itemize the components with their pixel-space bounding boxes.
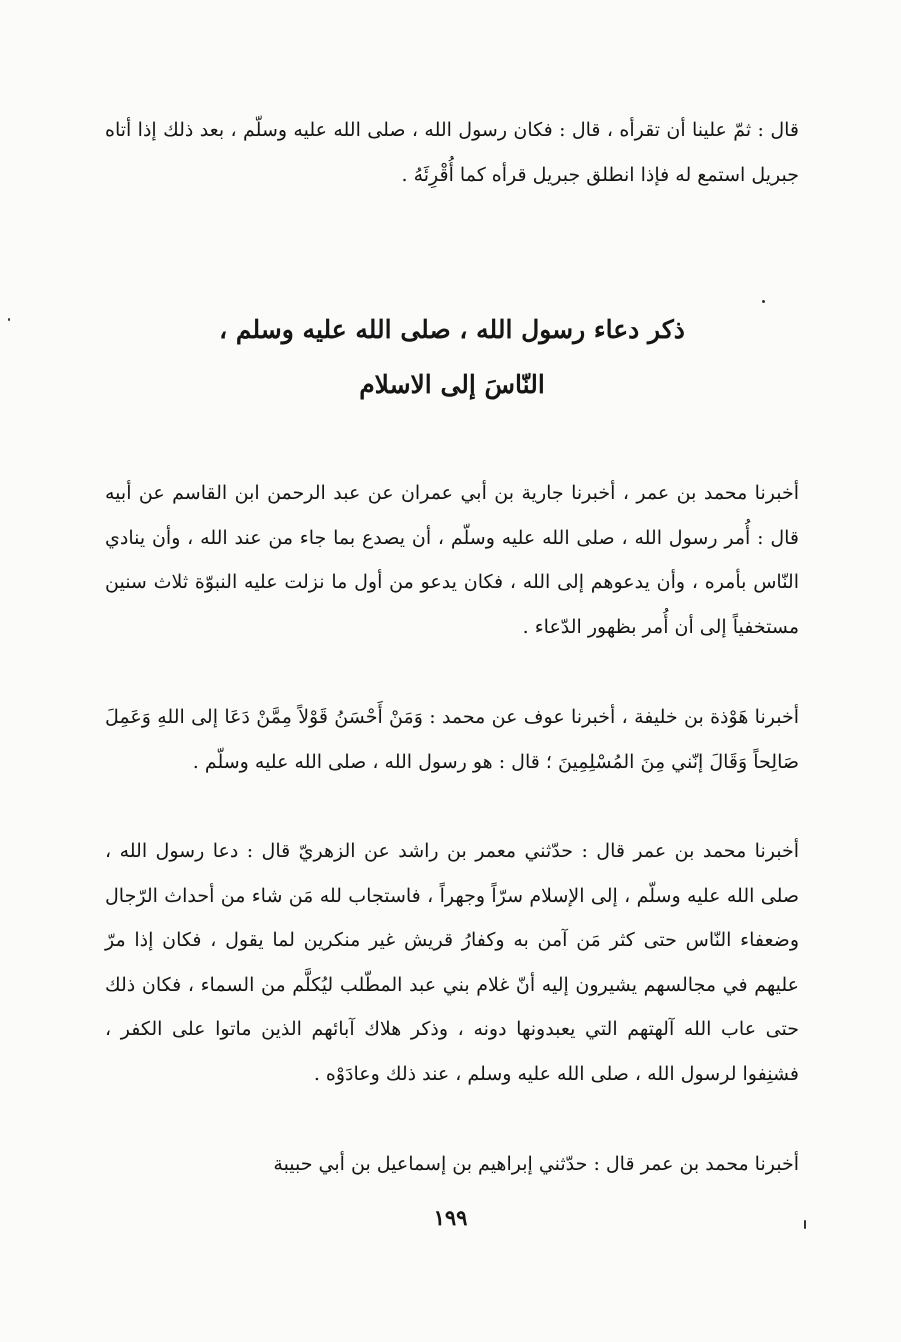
paragraph-2: أخبرنا هَوْذة بن خليفة ، أخبرنا عوف عن محمد : وَمَنْ أَحْسَنُ قَوْلاً مِمَّنْ دَعَا إلى اللهِ وَعَمِلَ صَالِحاً وَقَالَ إنّني مِنَ المُسْلِمِينَ ؛ قال : هو رسول الله ، صلى الله عليه وسلّم . bbox=[105, 706, 799, 773]
paragraph-1: أخبرنا محمد بن عمر ، أخبرنا جارية بن أبي عمران عن عبد الرحمن ابن القاسم عن أبيه قال : أُمر رسول الله ، صلى الله عليه وسلّم ، أن يصدع بما جاء من عند الله ، وأن ينادي النّاس بأمره ، وأن يدعوهم إلى الله ، فكان يدعو من أول ما نزلت عليه النبوّة ثلاث سنين مستخفياً إلى أن أُمر بظهور الدّعاء . bbox=[105, 482, 799, 638]
scan-speck bbox=[8, 318, 10, 321]
page-number: ١٩٩ bbox=[433, 1205, 468, 1230]
section-heading-line-1: ذكر دعاء رسول الله ، صلى الله عليه وسلم ، bbox=[219, 315, 685, 344]
scan-speck bbox=[762, 300, 765, 303]
scan-speck bbox=[804, 1220, 806, 1229]
section-heading-line-2: النّاسَ إلى الاسلام bbox=[359, 370, 545, 399]
paragraph-3: أخبرنا محمد بن عمر قال : حدّثني معمر بن راشد عن الزهريّ قال : دعا رسول الله ، صلى الله عليه وسلّم ، إلى الإسلام سرّاً وجهراً ، فاستجاب لله مَن شاء من أحداث الرّجال وضعفاء النّاس حتى كثر مَن آمن به وكفارُ قريش غير منكرين لما يقول ، فكان إذا مرّ عليهم في مجالسهم يشيرون إليه أنّ غلام بني عبد المطّلب ليُكلَّم من السماء ، فكان ذلك حتى عاب الله آلهتهم التي يعبدونها دونه ، وذكر هلاك آبائهم الذين ماتوا على الكفر ، فشنِفوا لرسول الله ، صلى الله عليه وسلم ، عند ذلك وعادَوْه . bbox=[105, 840, 799, 1085]
intro-paragraph: قال : ثمّ علينا أن تقرأه ، قال : فكان رسول الله ، صلى الله عليه وسلّم ، بعد ذلك إذا أتاه جبريل استمع له فإذا انطلق جبريل قرأه كما أُقْرِئَهُ . bbox=[105, 119, 799, 186]
paragraph-4: أخبرنا محمد بن عمر قال : حدّثني إبراهيم بن إسماعيل بن أبي حبيبة bbox=[273, 1153, 799, 1175]
